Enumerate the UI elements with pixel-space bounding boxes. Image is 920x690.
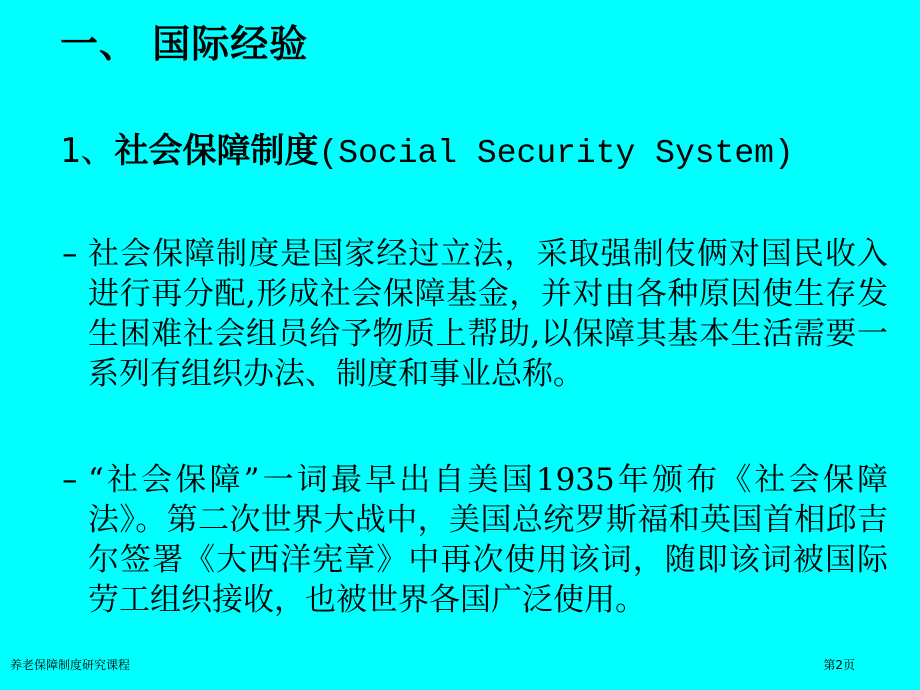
bullet-text: 社会保障制度是国家经过立法，采取强制伎俩对国民收入进行再分配,形成社会保障基金，并对由各种原因使生存发生困难社会组员给予物质上帮助,以保障其基本生活需要一系列有组织办法、制度和事业总称。 [88,236,888,392]
footer-course-name: 养老保障制度研究课程 [10,658,131,672]
section-heading-chinese: 社会保障制度 [114,131,319,171]
bullet-text: “社会保障”一词最早出自美国1935年颁布《社会保障法》。第二次世界大战中，美国总统罗斯福和英国首相邱吉尔签署《大西洋宪章》中再次使用该词，随即该词被国际劳工组织接收，也被世界各国广泛使用。 [88,462,888,618]
footer-page-number: 第2页 [823,658,855,672]
bullet-marker: – [62,462,78,498]
section-heading [60,126,794,179]
section-number: 1、 [60,131,115,171]
section-heading-english: (Social Security System) [318,135,794,172]
bullet-item [62,234,892,394]
bullet-item [62,460,892,620]
bullet-marker: – [62,236,78,272]
slide-title: 一、 国际经验 [60,22,309,66]
